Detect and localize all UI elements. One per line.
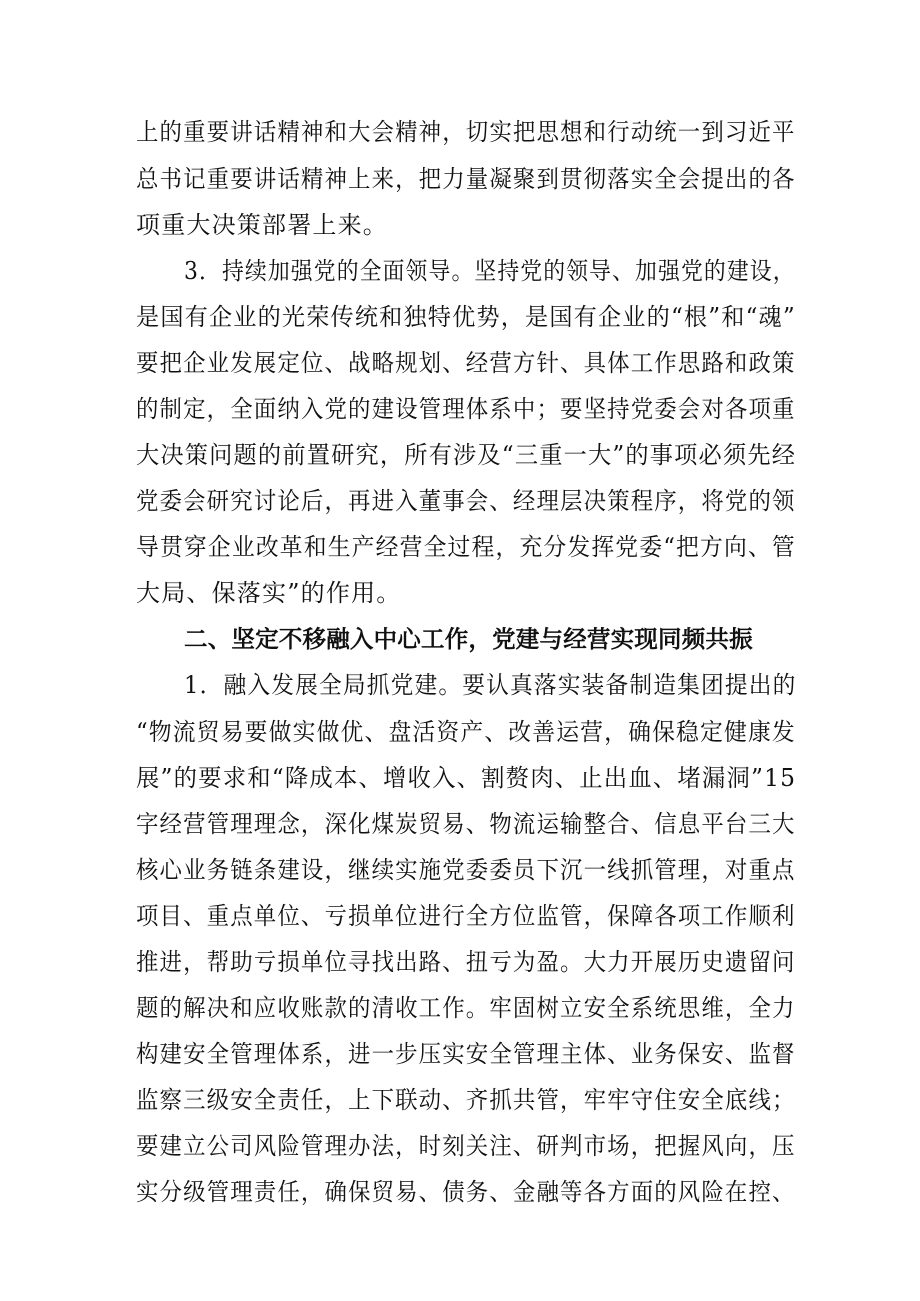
text-line-6: 要把企业发展定位、战略规划、经营方针、具体工作思路和政策 [136,349,796,377]
text-line-7: 的制定，全面纳入党的建设管理体系中；要坚持党委会对各项重 [136,395,796,423]
text-line-20: 题的解决和应收账款的清收工作。牢固树立安全系统思维，全力 [136,994,796,1022]
text-line-11: 大局、保落实”的作用。 [136,579,402,607]
item-3-title-line: 3．持续加强党的全面领导。坚持党的领导、加强党的建设， [184,257,796,285]
text-line-23: 要建立公司风险管理办法，时刻关注、研判市场，把握风向，压 [136,1132,796,1160]
text-line-22: 监察三级安全责任，上下联动、齐抓共管，牢牢守住安全底线； [136,1086,796,1114]
text-line-19: 推进，帮助亏损单位寻找出路、扭亏为盈。大力开展历史遗留问 [136,948,796,976]
text-line-15: 展”的要求和“降成本、增收入、割赘肉、止出血、堵漏洞”15 [136,764,797,792]
text-line-2: 总书记重要讲话精神上来，把力量凝聚到贯彻落实全会提出的各 [136,165,796,193]
text-line-21: 构建安全管理体系，进一步压实安全管理主体、业务保安、监督 [136,1040,796,1068]
section-heading-2: 二、坚定不移融入中心工作，党建与经营实现同频共振 [184,625,753,653]
text-line-9: 党委会研究讨论后，再进入董事会、经理层决策程序，将党的领 [136,487,796,515]
text-line-10: 导贯穿企业改革和生产经营全过程，充分发挥党委“把方向、管 [136,533,796,561]
text-line-5: 是国有企业的光荣传统和独特优势，是国有企业的“根”和“魂” [136,303,796,331]
text-line-18: 项目、重点单位、亏损单位进行全方位监管，保障各项工作顺利 [136,902,796,930]
text-line-8: 大决策问题的前置研究，所有涉及“三重一大”的事项必须先经 [136,441,797,469]
item-1-title-line: 1．融入发展全局抓党建。要认真落实装备制造集团提出的 [184,671,797,699]
text-line-14: “物流贸易要做实做优、盘活资产、改善运营，确保稳定健康发 [136,718,796,746]
text-line-16: 字经营管理理念，深化煤炭贸易、物流运输整合、信息平台三大 [136,810,796,838]
text-line-3: 项重大决策部署上来。 [136,211,388,239]
text-line-17: 核心业务链条建设，继续实施党委委员下沉一线抓管理，对重点 [136,856,796,884]
text-line-1: 上的重要讲话精神和大会精神，切实把思想和行动统一到习近平 [136,118,796,146]
text-line-24: 实分级管理责任，确保贸易、债务、金融等各方面的风险在控、 [136,1178,796,1206]
